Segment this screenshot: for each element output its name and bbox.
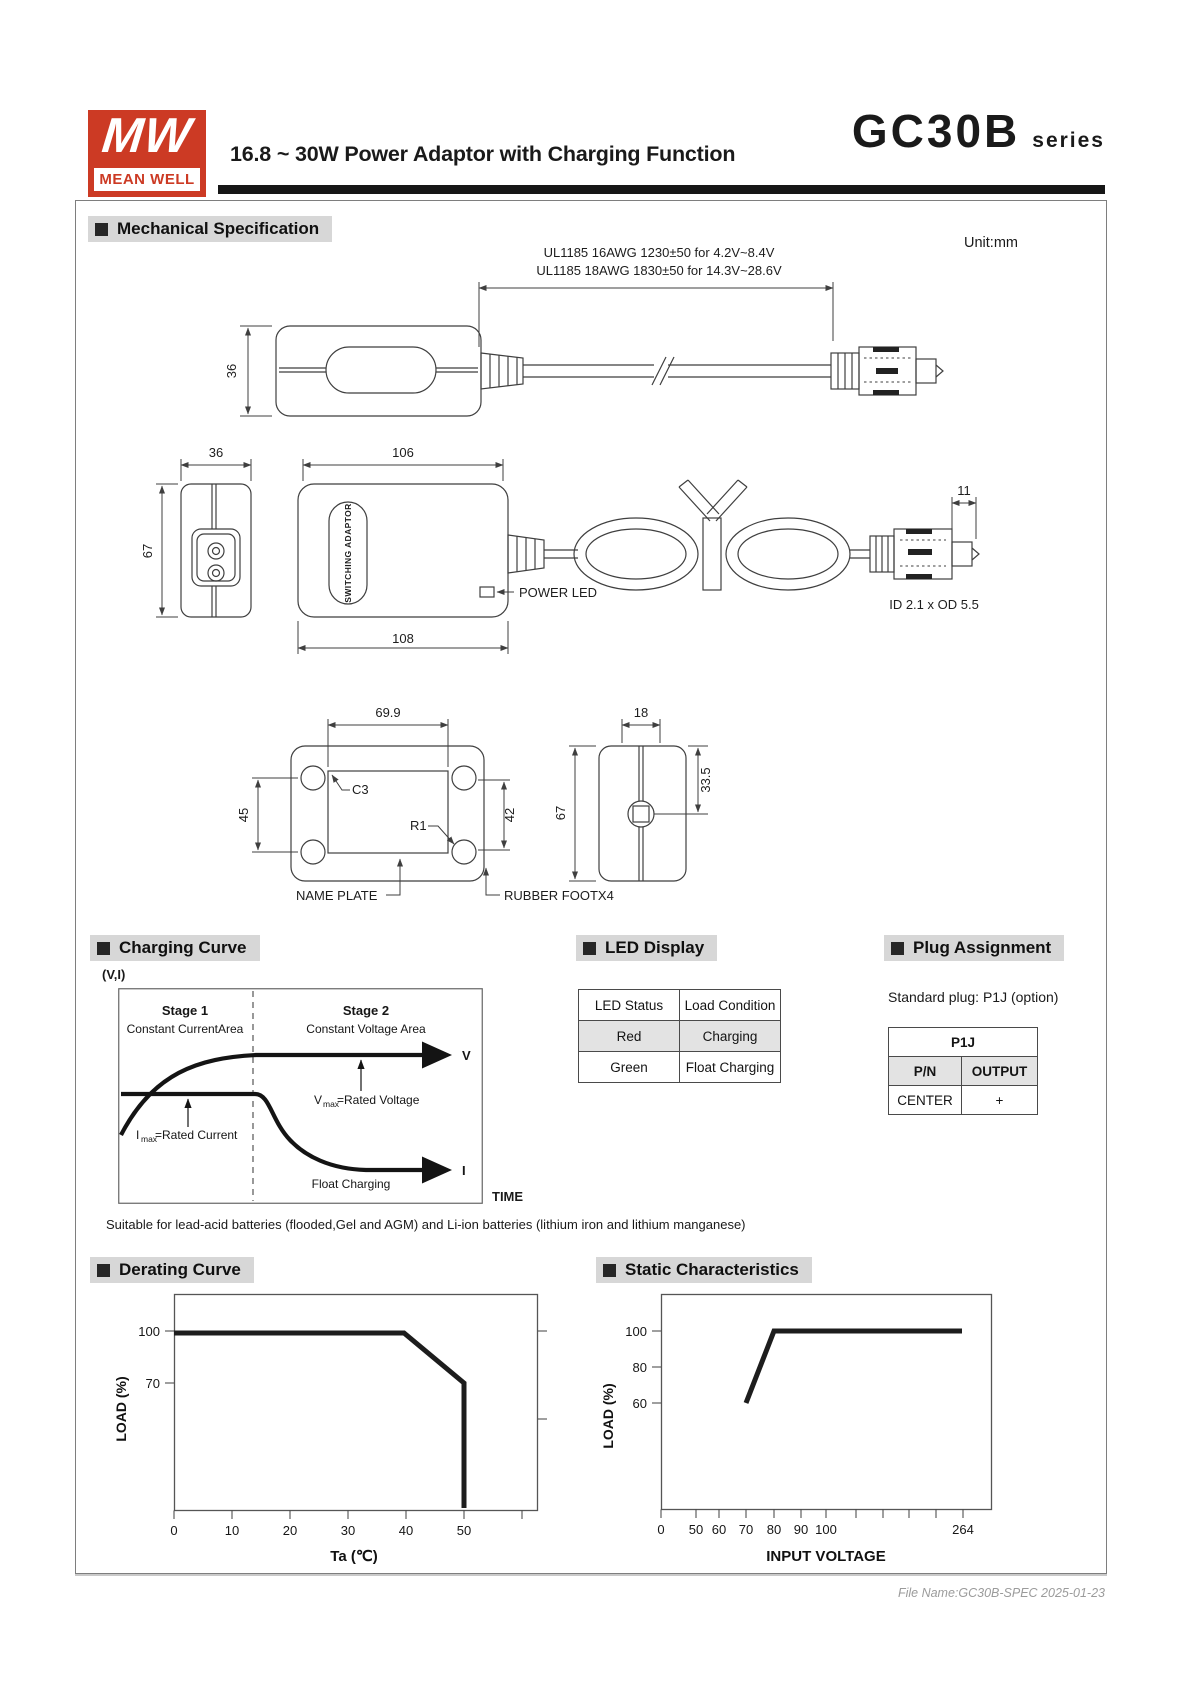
table-row xyxy=(579,1021,781,1052)
led-status-table xyxy=(578,989,781,1083)
section-heading-label: Charging Curve xyxy=(119,938,247,957)
table-cell: Green xyxy=(579,1052,680,1083)
square-bullet-icon xyxy=(603,1264,616,1277)
section-static-characteristics xyxy=(596,1257,812,1283)
page-title: 16.8 ~ 30W Power Adaptor with Charging Function xyxy=(230,142,736,166)
dim-side-height: 67 xyxy=(553,805,568,821)
y-tick: 100 xyxy=(625,1324,647,1339)
stage2-title: Stage 2 xyxy=(342,1003,390,1018)
y-tick: 80 xyxy=(632,1360,647,1375)
cable-note-1: UL1185 16AWG 1230±50 for 4.2V~8.4V xyxy=(543,245,775,260)
table-cell: Red xyxy=(579,1021,680,1052)
name-plate-outline xyxy=(328,771,448,853)
adaptor-label-recess xyxy=(326,347,436,393)
v-curve-label: V xyxy=(462,1048,471,1063)
vmax-label-rest: =Rated Voltage xyxy=(337,1093,420,1107)
cable-note-2: UL1185 18AWG 1830±50 for 14.3V~28.6V xyxy=(536,263,782,278)
plug-spec-label: ID 2.1 x OD 5.5 xyxy=(889,597,979,612)
series-name: GC30B xyxy=(851,105,1021,157)
table-cell: P/N xyxy=(889,1057,962,1086)
dim-front-width: 36 xyxy=(208,445,224,460)
section-heading-label: Mechanical Specification xyxy=(117,219,320,238)
table-cell: Load Condition xyxy=(680,990,781,1021)
section-derating-curve xyxy=(90,1257,254,1283)
x-tick: 100 xyxy=(815,1522,837,1537)
table-cell: + xyxy=(962,1086,1038,1115)
stage2-subtitle: Constant Voltage Area xyxy=(306,1022,426,1036)
x-tick: 80 xyxy=(766,1522,782,1537)
x-tick: 30 xyxy=(340,1523,356,1538)
dim-plug-tip-length: 11 xyxy=(957,483,971,498)
x-tick: 50 xyxy=(688,1522,704,1537)
power-led xyxy=(480,587,494,597)
table-row xyxy=(579,1052,781,1083)
imax-label-sub: max xyxy=(141,1134,158,1144)
derating-ylabel: LOAD (%) xyxy=(113,1376,129,1442)
content-frame xyxy=(75,200,1107,1574)
y-tick: 70 xyxy=(145,1376,160,1391)
derating-xlabel: Ta (℃) xyxy=(330,1548,378,1565)
stage1-title: Stage 1 xyxy=(161,1003,209,1018)
table-cell: CENTER xyxy=(889,1086,962,1115)
static-xlabel: INPUT VOLTAGE xyxy=(766,1548,886,1565)
stage1-subtitle: Constant CurrentArea xyxy=(126,1022,244,1036)
table-header-row xyxy=(889,1057,1038,1086)
table-title-row xyxy=(889,1028,1038,1057)
section-mechanical-specification xyxy=(88,216,332,242)
header-rule xyxy=(218,185,1105,194)
table-row xyxy=(889,1086,1038,1115)
name-plate-label: NAME PLATE xyxy=(296,888,378,903)
section-plug-assignment xyxy=(884,935,1064,961)
standard-plug-note: Standard plug: P1J (option) xyxy=(888,989,1059,1005)
power-led-label: POWER LED xyxy=(519,585,598,600)
square-bullet-icon xyxy=(95,223,108,236)
square-bullet-icon xyxy=(891,942,904,955)
series-suffix: series xyxy=(1032,129,1105,152)
dim-front-height: 67 xyxy=(140,543,155,559)
switching-adaptor-label: SWITCHING ADAPTOR xyxy=(343,503,353,603)
table-cell: P1J xyxy=(889,1028,1038,1057)
section-heading-label: Plug Assignment xyxy=(913,938,1052,957)
mechanical-drawing xyxy=(76,241,1106,901)
vmax-label-sub: max xyxy=(323,1099,340,1109)
battery-compatibility-note: Suitable for lead-acid batteries (flooded,Gel and AGM) and Li-ion batteries (lithium iron and lithium manganese) xyxy=(106,1217,746,1232)
file-name-footer: File Name:GC30B-SPEC 2025-01-23 xyxy=(897,1586,1105,1600)
table-cell: Charging xyxy=(680,1021,781,1052)
dim-body-top-width: 106 xyxy=(392,445,414,460)
rubber-foot-label: RUBBER FOOTX4 xyxy=(504,888,614,903)
dim-top-view-height: 36 xyxy=(224,363,239,379)
x-tick: 20 xyxy=(282,1523,298,1538)
corner-r1-label: R1 xyxy=(410,818,427,833)
dim-plug-center-offset: 33.5 xyxy=(698,767,713,793)
imax-label-main: I xyxy=(136,1128,140,1142)
x-tick: 0 xyxy=(170,1523,178,1538)
dim-body-bottom-width: 108 xyxy=(392,631,414,646)
section-heading-label: Derating Curve xyxy=(119,1260,241,1279)
y-tick: 100 xyxy=(138,1324,160,1339)
logo-brand-name: MEAN WELL xyxy=(94,168,200,191)
plug-assignment-table xyxy=(888,1027,1038,1115)
charging-x-axis-label: TIME xyxy=(492,1189,524,1204)
dim-side-ridge-width: 18 xyxy=(633,705,649,720)
imax-label-rest: =Rated Current xyxy=(155,1128,238,1142)
section-heading-label: Static Characteristics xyxy=(625,1260,799,1279)
x-tick: 0 xyxy=(657,1522,665,1537)
x-tick: 264 xyxy=(952,1522,974,1537)
x-tick: 60 xyxy=(711,1522,727,1537)
vmax-label-main: V xyxy=(314,1093,323,1107)
x-tick: 70 xyxy=(738,1522,754,1537)
section-led-display xyxy=(576,935,717,961)
i-curve-label: I xyxy=(462,1163,466,1178)
square-bullet-icon xyxy=(583,942,596,955)
table-header-row xyxy=(579,990,781,1021)
mean-well-logo xyxy=(88,110,206,197)
section-charging-curve xyxy=(90,935,260,961)
x-tick: 10 xyxy=(224,1523,240,1538)
charging-curve-chart xyxy=(118,988,483,1204)
corner-c3-label: C3 xyxy=(352,782,369,797)
float-charging-label: Float Charging xyxy=(311,1177,391,1191)
table-cell: OUTPUT xyxy=(962,1057,1038,1086)
table-cell: LED Status xyxy=(579,990,680,1021)
dim-plate-width: 69.9 xyxy=(375,705,401,720)
y-tick: 60 xyxy=(632,1396,647,1411)
x-tick: 50 xyxy=(456,1523,472,1538)
logo-mw-text: MW xyxy=(99,109,195,163)
derating-curve-chart xyxy=(96,1281,556,1571)
x-tick: 90 xyxy=(793,1522,809,1537)
series-title xyxy=(852,104,1105,158)
dim-plate-height: 42 xyxy=(502,807,517,823)
x-tick: 40 xyxy=(398,1523,414,1538)
section-heading-label: LED Display xyxy=(605,938,705,957)
dim-feet-span: 45 xyxy=(236,807,251,823)
table-cell: Float Charging xyxy=(680,1052,781,1083)
static-characteristics-chart xyxy=(586,1281,1066,1571)
square-bullet-icon xyxy=(97,942,110,955)
square-bullet-icon xyxy=(97,1264,110,1277)
ac-inlet xyxy=(192,529,240,586)
unit-label: Unit:mm xyxy=(964,235,1018,251)
charging-y-axis-label: (V,I) xyxy=(102,967,126,982)
static-ylabel: LOAD (%) xyxy=(600,1383,616,1449)
